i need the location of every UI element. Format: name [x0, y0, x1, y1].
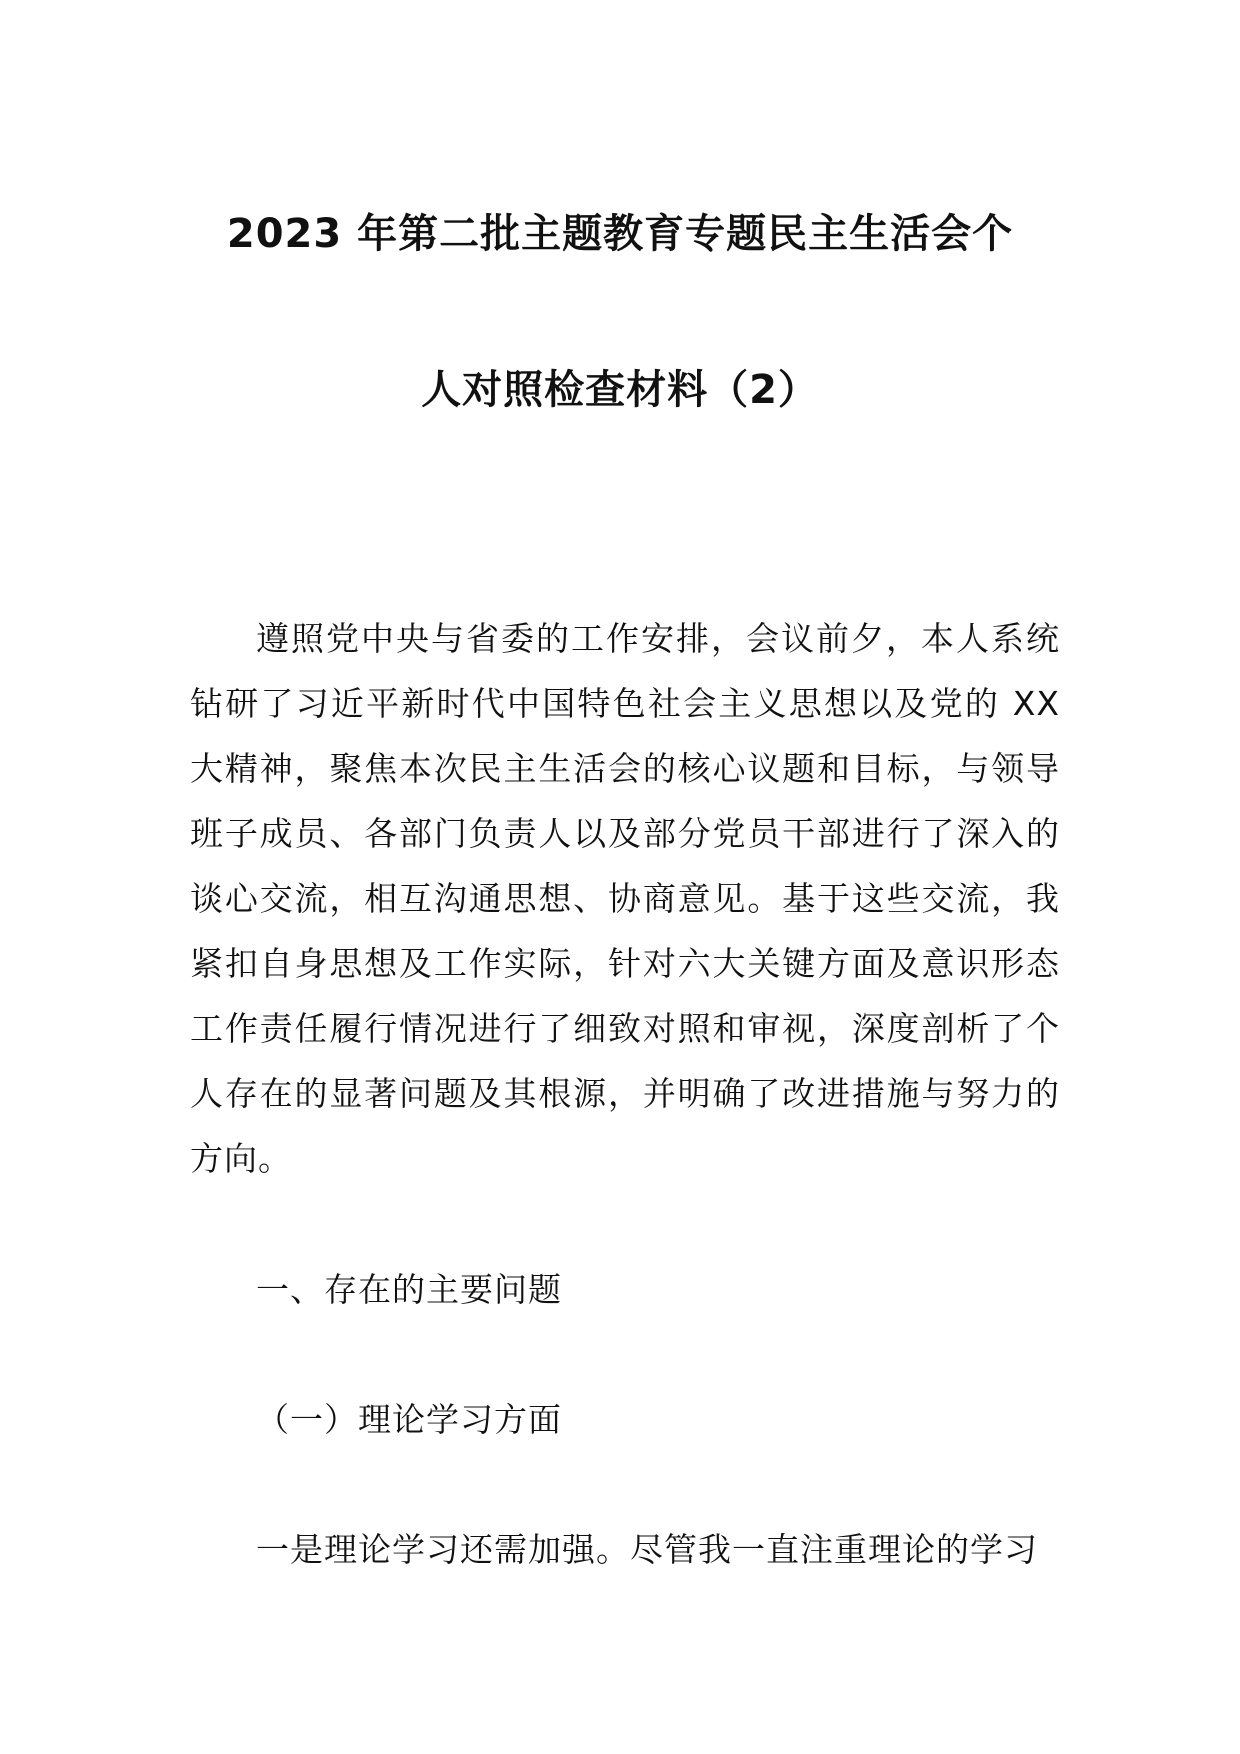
document-title-line-1: 2023 年第二批主题教育专题民主生活会个	[226, 211, 1014, 257]
section-heading: 一、存在的主要问题	[256, 1270, 562, 1309]
document-title-line-2: 人对照检查材料（2）	[421, 367, 819, 413]
paragraph-start: 一是理论学习还需加强。尽管我一直注重理论的学习	[256, 1530, 1038, 1569]
intro-paragraph: 遵照党中央与省委的工作安排，会议前夕，本人系统钻研了习近平新时代中国特色社会主义思想以及党的 XX 大精神，聚焦本次民主生活会的核心议题和目标，与领导班子成员、各部门负责人以及部分党员干部进行了深入的谈心交流，相互沟通思想、协商意见。基于这些交流，我紧扣自身思想及工作实际，针对六大关键方面及意识形态工作责任履行情况进行了细致对照和审视，深度剖析了个人存在的显著问题及其根源，并明确了改进措施与努力的方向。	[190, 619, 1060, 1178]
subsection-heading: （一）理论学习方面	[256, 1400, 562, 1439]
